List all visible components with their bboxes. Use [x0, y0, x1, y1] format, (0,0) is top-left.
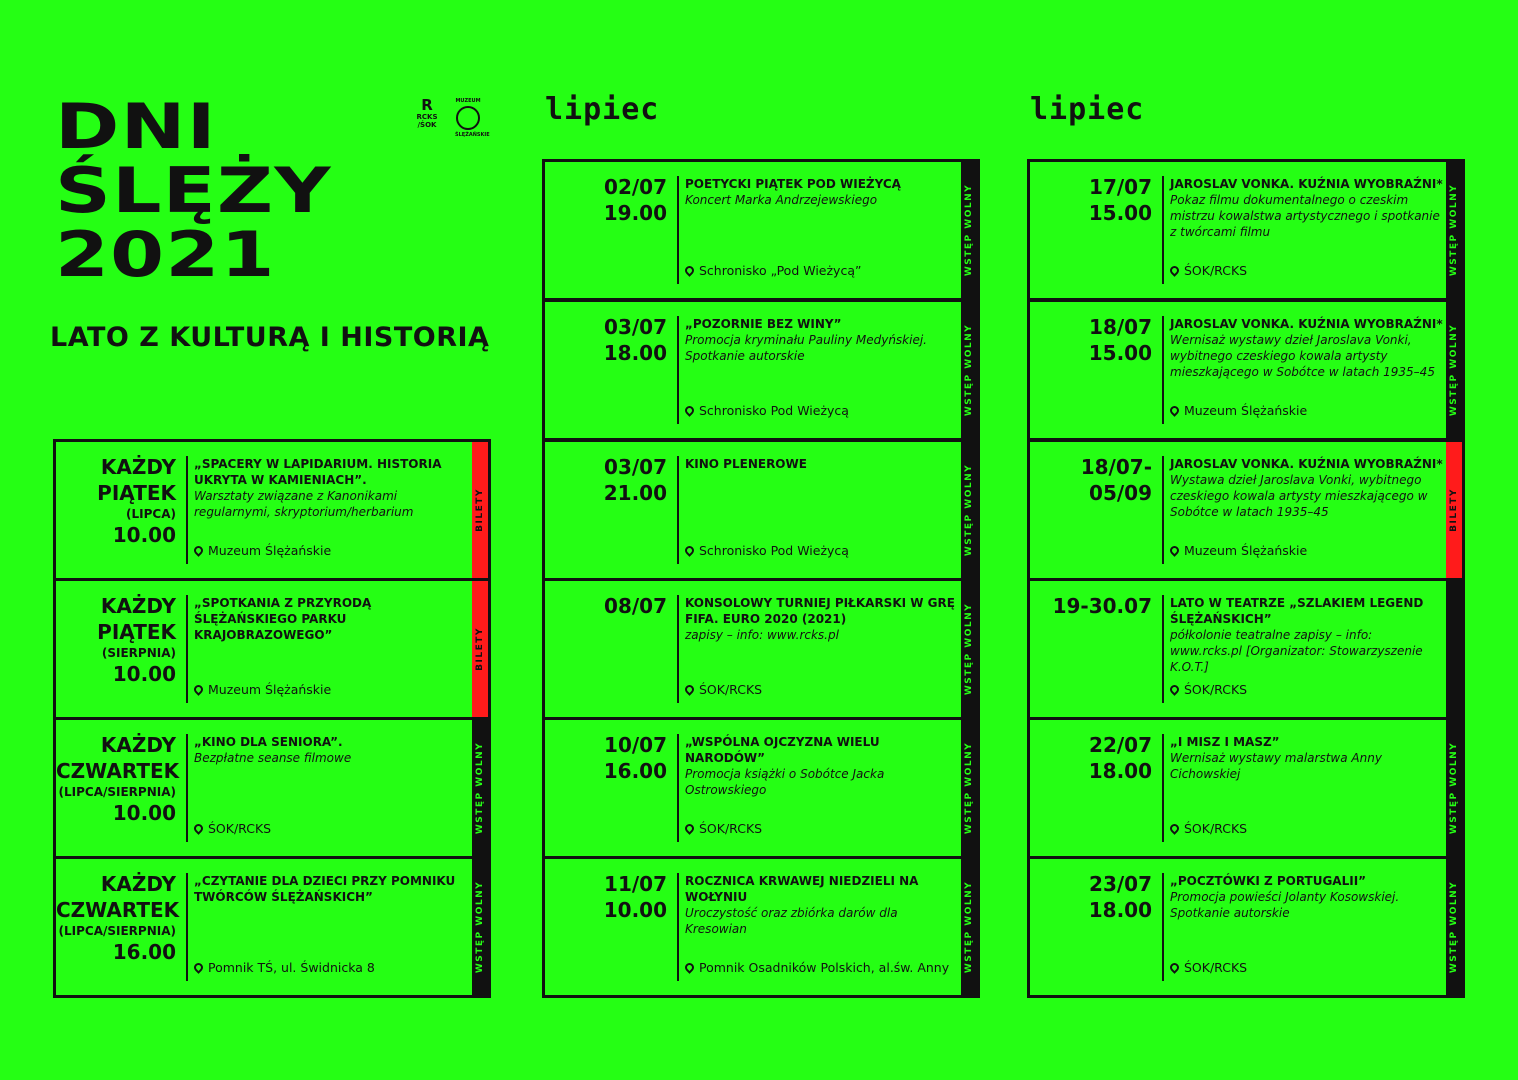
event-location-text: Schronisko Pod Wieżycą	[699, 543, 849, 558]
event-time: 16.00	[112, 940, 176, 964]
event-info	[685, 176, 961, 208]
event-day-label: KAŻDY	[100, 455, 176, 479]
event-description: Promocja powieści Jolanty Kosowskiej. Spotkanie autorskie	[1170, 890, 1400, 920]
event-description: Wernisaż wystawy malarstwa Anny Cichowskiej	[1170, 751, 1382, 781]
admission-badge	[961, 581, 977, 717]
event-info	[194, 734, 472, 766]
event-date	[1030, 732, 1152, 784]
event-date	[1030, 454, 1152, 506]
event-card	[53, 717, 491, 859]
event-date-value: 17/07	[1089, 175, 1152, 199]
event-location	[194, 821, 271, 836]
month-heading-col2: lipiec	[545, 92, 660, 127]
location-pin-icon	[683, 683, 696, 696]
admission-badge-label: WSTĘP WOLNY	[475, 880, 485, 974]
event-title: JAROSLAV VONKA. KUŹNIA WYOBRAŹNI*	[1170, 317, 1443, 331]
admission-badge	[961, 859, 977, 995]
event-card	[542, 856, 980, 998]
event-title: „CZYTANIE DLA DZIECI PRZY POMNIKU TWÓRCÓW ŚLĘŻAŃSKICH”	[194, 874, 456, 904]
event-title: KINO PLENEROWE	[685, 457, 807, 471]
card-divider	[1162, 176, 1164, 284]
card-divider	[186, 456, 188, 564]
event-date-value: 10/07	[604, 733, 667, 757]
event-time: 10.00	[603, 898, 667, 922]
event-location	[1170, 263, 1247, 278]
event-info	[1170, 873, 1446, 921]
card-divider	[677, 456, 679, 564]
location-pin-icon	[683, 404, 696, 417]
event-location	[1170, 403, 1307, 418]
event-location-text: Muzeum Ślężańskie	[1184, 543, 1308, 558]
event-description: Wernisaż wystawy dzieł Jaroslava Vonki, wybitnego czeskiego kowala artysty mieszkającego w Sobótce w latach 1935–45	[1170, 333, 1435, 379]
event-day-name: PIĄTEK	[97, 481, 176, 505]
event-description: Koncert Marka Andrzejewskiego	[685, 193, 878, 207]
admission-badge	[1446, 859, 1462, 995]
card-divider	[186, 734, 188, 842]
event-title: „POZORNIE BEZ WINY”	[685, 317, 842, 331]
event-time: 10.00	[112, 662, 176, 686]
event-location	[194, 543, 331, 558]
event-date-value: 08/07	[604, 594, 667, 618]
event-location	[194, 960, 375, 975]
event-date	[545, 732, 667, 784]
location-pin-icon	[192, 822, 205, 835]
event-location	[1170, 682, 1247, 697]
admission-badge-label: WSTĘP WOLNY	[475, 741, 485, 835]
event-info	[1170, 176, 1446, 240]
admission-badge-label: BILETY	[475, 488, 485, 532]
event-location-text: Muzeum Ślężańskie	[1184, 403, 1308, 418]
event-info	[685, 734, 961, 798]
event-title: JAROSLAV VONKA. KUŹNIA WYOBRAŹNI*	[1170, 177, 1443, 191]
admission-badge	[1446, 442, 1462, 578]
event-location	[1170, 543, 1307, 558]
admission-badge	[961, 302, 977, 438]
event-description: Promocja książki o Sobótce Jacka Ostrowskiego	[685, 767, 885, 797]
card-divider	[1162, 734, 1164, 842]
event-time: 15.00	[1088, 341, 1152, 365]
event-info	[1170, 734, 1446, 782]
location-pin-icon	[192, 683, 205, 696]
location-pin-icon	[192, 544, 205, 557]
event-location-text: ŚOK/RCKS	[1184, 960, 1248, 975]
event-info	[685, 595, 961, 643]
card-divider	[677, 316, 679, 424]
rcks-logo: R RCKS /ŚOK	[416, 96, 438, 129]
location-pin-icon	[1168, 404, 1181, 417]
location-pin-icon	[1168, 961, 1181, 974]
location-pin-icon	[1168, 822, 1181, 835]
event-info	[685, 456, 961, 472]
event-date-value: 22/07	[1089, 733, 1152, 757]
festival-title	[55, 90, 332, 291]
location-pin-icon	[683, 544, 696, 557]
event-date-value: 23/07	[1089, 872, 1152, 896]
event-date	[545, 314, 667, 366]
admission-badge-label: WSTĘP WOLNY	[964, 463, 974, 557]
admission-badge	[472, 442, 488, 578]
admission-badge	[1446, 720, 1462, 856]
event-time: 19.00	[603, 201, 667, 225]
logos	[415, 96, 490, 138]
event-date-value: 11/07	[604, 872, 667, 896]
event-info	[194, 456, 472, 520]
event-time: 10.00	[112, 523, 176, 547]
event-location-text: Muzeum Ślężańskie	[208, 682, 332, 697]
event-date-value: 03/07	[604, 455, 667, 479]
location-pin-icon	[1168, 544, 1181, 557]
admission-badge-label: WSTĘP WOLNY	[964, 602, 974, 696]
event-card	[53, 439, 491, 581]
event-time: 18.00	[1088, 898, 1152, 922]
event-location-text: ŚOK/RCKS	[699, 682, 763, 697]
event-card	[542, 578, 980, 720]
admission-badge-label: WSTĘP WOLNY	[964, 323, 974, 417]
card-divider	[1162, 456, 1164, 564]
event-info	[1170, 595, 1446, 675]
card-divider	[677, 176, 679, 284]
event-date-value: 19-30.07	[1052, 594, 1152, 618]
event-time: 10.00	[112, 801, 176, 825]
event-day-name: CZWARTEK	[56, 898, 180, 922]
admission-badge-label: BILETY	[475, 627, 485, 671]
event-info	[1170, 456, 1446, 520]
event-location	[685, 682, 762, 697]
event-period: (LIPCA/SIERPNIA)	[58, 924, 176, 938]
event-date	[545, 593, 667, 619]
event-time: 18.00	[603, 341, 667, 365]
event-date	[545, 871, 667, 923]
event-card	[542, 299, 980, 441]
card-divider	[677, 873, 679, 981]
admission-badge	[472, 720, 488, 856]
event-description: Bezpłatne seanse filmowe	[194, 751, 352, 765]
admission-badge	[961, 442, 977, 578]
admission-badge-label: WSTĘP WOLNY	[1449, 741, 1459, 835]
event-date-value: 03/07	[604, 315, 667, 339]
event-date-value: 18/07	[1089, 315, 1152, 339]
card-divider	[677, 595, 679, 703]
event-title: „WSPÓLNA OJCZYZNA WIELU NARODÓW”	[685, 735, 880, 765]
location-pin-icon	[683, 822, 696, 835]
admission-badge	[961, 162, 977, 298]
event-day-label: KAŻDY	[100, 594, 176, 618]
location-pin-icon	[192, 961, 205, 974]
event-location-text: Pomnik TŚ, ul. Świdnicka 8	[208, 960, 375, 975]
event-location-text: ŚOK/RCKS	[1184, 821, 1248, 836]
title-line-1: DNI	[55, 90, 217, 163]
event-date-value: 18/07-05/09	[1080, 455, 1152, 505]
event-card	[542, 159, 980, 301]
location-pin-icon	[683, 961, 696, 974]
event-period: (LIPCA)	[126, 507, 176, 521]
event-time: 21.00	[603, 481, 667, 505]
event-time: 16.00	[603, 759, 667, 783]
event-title: JAROSLAV VONKA. KUŹNIA WYOBRAŹNI*	[1170, 457, 1443, 471]
event-date	[56, 732, 180, 826]
event-card	[1027, 717, 1465, 859]
event-location	[685, 543, 849, 558]
event-description: Wystawa dzieł Jaroslava Vonki, wybitnego czeskiego kowala artysty mieszkającego w Sobótce w latach 1935–45	[1170, 473, 1428, 519]
admission-badge-label: WSTĘP WOLNY	[1449, 880, 1459, 974]
event-location	[1170, 821, 1247, 836]
admission-badge	[961, 720, 977, 856]
event-title: „POCZTÓWKI Z PORTUGALII”	[1170, 874, 1367, 888]
event-period: (SIERPNIA)	[101, 646, 176, 660]
event-location	[685, 263, 861, 278]
event-location-text: ŚOK/RCKS	[1184, 682, 1248, 697]
event-period: (LIPCA/SIERPNIA)	[58, 785, 176, 799]
event-title: „KINO DLA SENIORA”.	[194, 735, 343, 749]
event-description: zapisy – info: www.rcks.pl	[685, 628, 839, 642]
event-day-name: CZWARTEK	[56, 759, 180, 783]
event-title: „SPOTKANIA Z PRZYRODĄ ŚLĘŻAŃSKIEGO PARKU KRAJOBRAZOWEGO”	[194, 596, 372, 642]
museum-emblem-icon	[456, 106, 480, 130]
event-card	[1027, 856, 1465, 998]
event-card	[1027, 159, 1465, 301]
admission-badge	[1446, 581, 1462, 717]
festival-subtitle: LATO Z KULTURĄ I HISTORIĄ	[50, 322, 490, 353]
event-date	[545, 454, 667, 506]
admission-badge	[1446, 162, 1462, 298]
event-day-label: KAŻDY	[100, 872, 176, 896]
event-date	[1030, 174, 1152, 226]
event-title: KONSOLOWY TURNIEJ PIŁKARSKI W GRĘ FIFA. EURO 2020 (2021)	[685, 596, 955, 626]
event-title: ROCZNICA KRWAWEJ NIEDZIELI NA WOŁYNIU	[685, 874, 919, 904]
event-location-text: ŚOK/RCKS	[699, 821, 763, 836]
event-location	[1170, 960, 1247, 975]
event-title: „SPACERY W LAPIDARIUM. HISTORIA UKRYTA W KAMIENIACH”.	[194, 457, 442, 487]
event-date	[56, 454, 176, 548]
event-day-name: PIĄTEK	[97, 620, 176, 644]
event-card	[542, 717, 980, 859]
location-pin-icon	[683, 264, 696, 277]
event-time: 18.00	[1088, 759, 1152, 783]
admission-badge-label: WSTĘP WOLNY	[1449, 183, 1459, 277]
event-description: Promocja kryminału Pauliny Medyńskiej. Spotkanie autorskie	[685, 333, 927, 363]
event-location	[685, 960, 949, 975]
event-date	[56, 593, 176, 687]
title-line-2: ŚLĘŻY	[55, 154, 332, 227]
event-location-text: Schronisko „Pod Wieżycą”	[699, 263, 862, 278]
event-location	[194, 682, 331, 697]
event-date	[1030, 871, 1152, 923]
event-date-value: 02/07	[604, 175, 667, 199]
event-card	[1027, 439, 1465, 581]
event-info	[685, 873, 961, 937]
event-day-label: KAŻDY	[100, 733, 176, 757]
event-date	[1030, 314, 1152, 366]
month-heading-col3: lipiec	[1030, 92, 1145, 127]
event-location-text: ŚOK/RCKS	[1184, 263, 1248, 278]
event-info	[194, 873, 472, 905]
card-divider	[1162, 316, 1164, 424]
event-description: Pokaz filmu dokumentalnego o czeskim mistrzu kowalstwa artystycznego i spotkanie z twórcami filmu	[1170, 193, 1440, 239]
event-location-text: Schronisko Pod Wieżycą	[699, 403, 849, 418]
admission-badge	[472, 859, 488, 995]
event-title: „I MISZ I MASZ”	[1170, 735, 1280, 749]
event-description: Uroczystość oraz zbiórka darów dla Kresowian	[685, 906, 898, 936]
admission-badge-label: WSTĘP WOLNY	[964, 183, 974, 277]
event-card	[1027, 299, 1465, 441]
event-location-text: ŚOK/RCKS	[208, 821, 272, 836]
event-description: półkolonie teatralne zapisy – info: www.rcks.pl [Organizator: Stowarzyszenie K.O.T.]	[1170, 628, 1423, 674]
event-card	[542, 439, 980, 581]
card-divider	[1162, 595, 1164, 703]
location-pin-icon	[1168, 264, 1181, 277]
event-date	[1030, 593, 1152, 619]
card-divider	[1162, 873, 1164, 981]
title-line-3: 2021	[55, 218, 276, 291]
card-divider	[186, 595, 188, 703]
event-location	[685, 403, 849, 418]
admission-badge	[1446, 302, 1462, 438]
card-divider	[677, 734, 679, 842]
event-info	[1170, 316, 1446, 380]
admission-badge-label: BILETY	[1449, 488, 1459, 532]
museum-logo: MUZEUM ŚLĘŻAŃSKIE	[455, 98, 490, 138]
event-title: POETYCKI PIĄTEK POD WIEŻYCĄ	[685, 177, 901, 191]
event-time: 15.00	[1088, 201, 1152, 225]
event-card	[53, 856, 491, 998]
admission-badge	[472, 581, 488, 717]
event-title: LATO W TEATRZE „SZLAKIEM LEGEND ŚLĘŻAŃSKICH”	[1170, 596, 1424, 626]
location-pin-icon	[1168, 683, 1181, 696]
event-location	[685, 821, 762, 836]
event-card	[1027, 578, 1465, 720]
admission-badge-label: WSTĘP WOLNY	[964, 741, 974, 835]
event-card	[53, 578, 491, 720]
event-info	[685, 316, 961, 364]
event-date	[56, 871, 180, 965]
event-date	[545, 174, 667, 226]
card-divider	[186, 873, 188, 981]
event-description: Warsztaty związane z Kanonikami regularnymi, skryptorium/herbarium	[194, 489, 414, 519]
event-location-text: Muzeum Ślężańskie	[208, 543, 332, 558]
admission-badge-label: WSTĘP WOLNY	[1449, 323, 1459, 417]
admission-badge-label: WSTĘP WOLNY	[964, 880, 974, 974]
event-location-text: Pomnik Osadników Polskich, al.św. Anny	[699, 960, 950, 975]
event-info	[194, 595, 472, 643]
